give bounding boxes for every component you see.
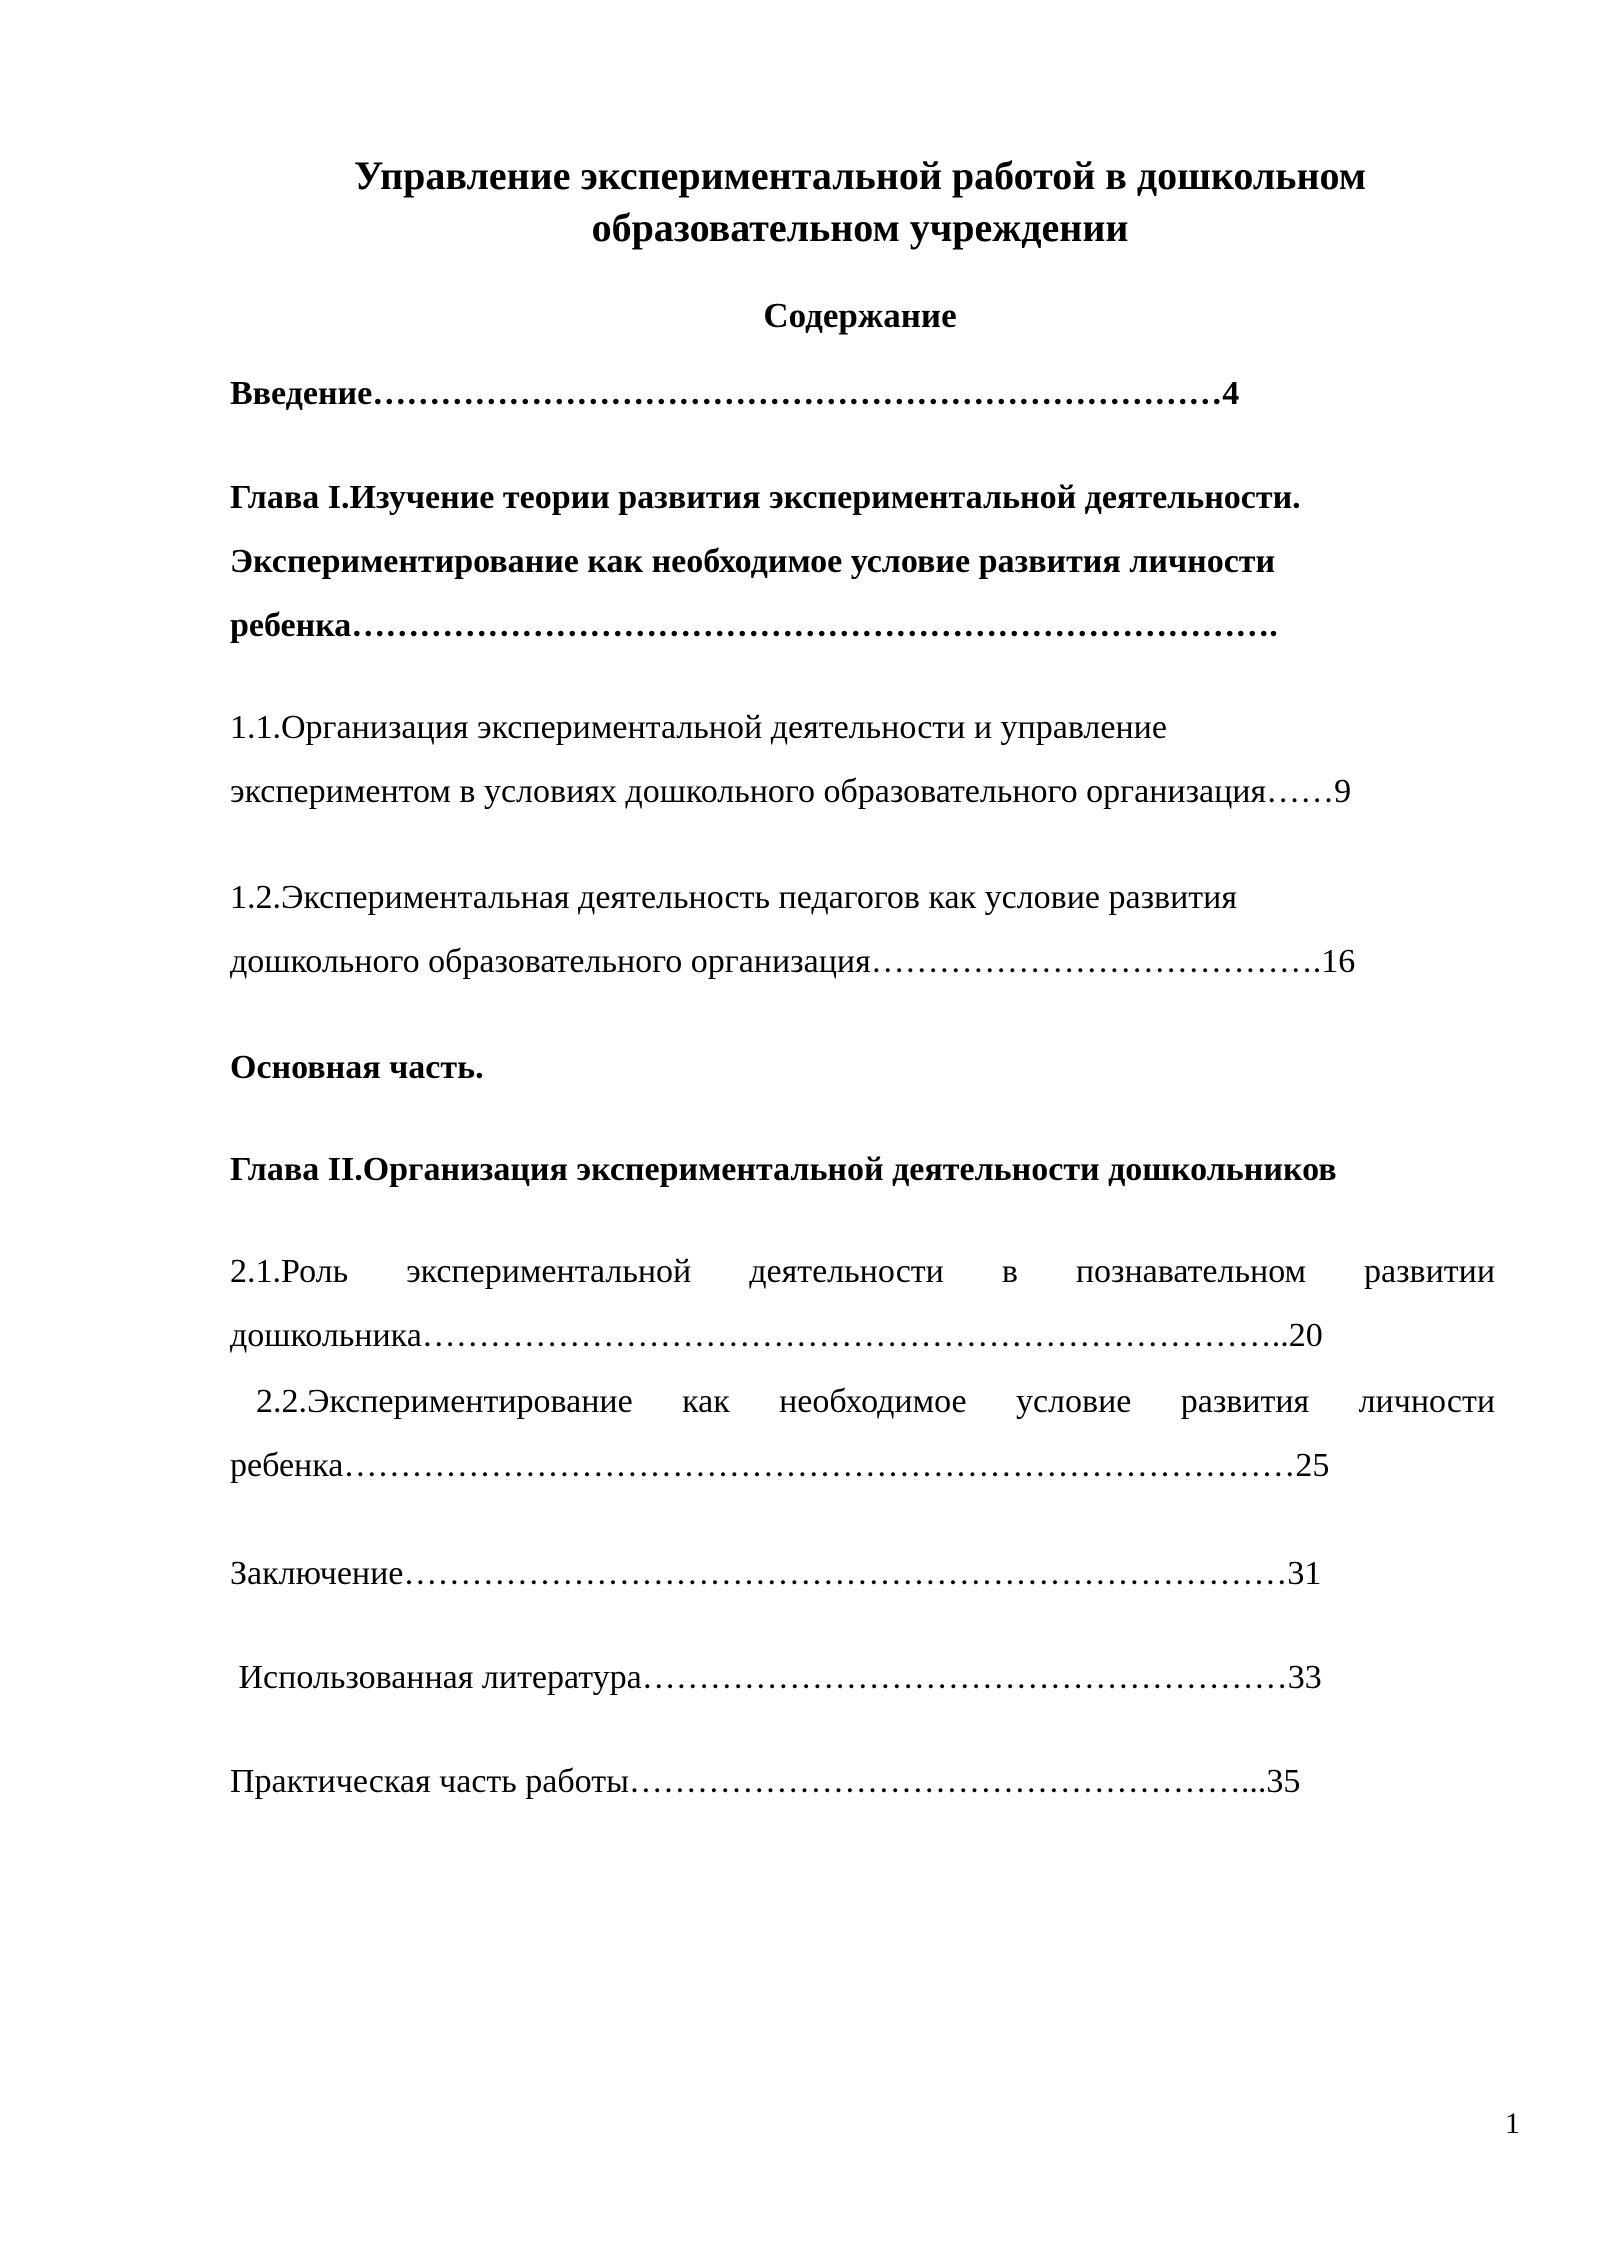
section-2-2-word: условие xyxy=(1015,1383,1132,1420)
section-2-1-word: в xyxy=(1001,1253,1018,1290)
chapter-1-line-3: ребенка………………………………………………………………………. xyxy=(230,607,1278,644)
section-1-1-line-1: 1.1.Организация экспериментальной деятельности и управление xyxy=(230,709,1167,746)
document-title xyxy=(300,150,1420,254)
section-1-1-line-2: экспериментом в условиях дошкольного образовательного организация……9 xyxy=(230,773,1352,810)
toc-entry-introduction: Введение…………………………………………………………………4 xyxy=(230,375,1240,412)
section-2-2-line-1 xyxy=(256,1370,1495,1434)
page-number: 1 xyxy=(1505,2107,1520,2140)
section-1-2-line-2: дошкольного образовательного организация………………………………….16 xyxy=(230,943,1356,980)
section-2-2-word: как xyxy=(682,1383,730,1420)
section-2-1-line-1 xyxy=(230,1240,1495,1304)
section-2-1-word: 2.1.Роль xyxy=(230,1253,349,1290)
toc-entry-practical-part: Практическая часть работы………………………………………………...35 xyxy=(230,1763,1301,1800)
section-2-2-word: развития xyxy=(1180,1383,1310,1420)
toc-entry-section-2-1 xyxy=(230,1240,1495,1368)
toc-entry-chapter-1 xyxy=(230,466,1495,658)
section-2-2-word: необходимое xyxy=(779,1383,967,1420)
section-2-1-word: экспериментальной xyxy=(406,1253,692,1290)
toc-entry-conclusion: Заключение……………………………………………………………………31 xyxy=(230,1555,1322,1592)
section-2-1-word: познавательном xyxy=(1075,1253,1307,1290)
section-2-2-line-2: ребенка…………………………………………………………………………25 xyxy=(230,1447,1330,1484)
title-line-2: образовательном учреждении xyxy=(591,205,1129,250)
chapter-1-line-1: Глава I.Изучение теории развития экспериментальной деятельности. xyxy=(230,479,1301,516)
toc-entry-literature: Использованная литература…………………………………………………33 xyxy=(230,1659,1322,1696)
section-2-2-word: личности xyxy=(1358,1383,1496,1420)
toc-entry-section-2-2 xyxy=(256,1370,1495,1434)
section-2-1-word: деятельности xyxy=(749,1253,944,1290)
toc-entry-section-1-1 xyxy=(230,696,1495,824)
section-1-2-line-1: 1.2.Экспериментальная деятельность педагогов как условие развития xyxy=(230,879,1237,916)
toc-entry-chapter-2: Глава II.Организация экспериментальной деятельности дошкольников xyxy=(230,1151,1337,1188)
toc-heading: Содержание xyxy=(763,296,957,335)
title-line-1: Управление экспериментальной работой в дошкольном xyxy=(354,153,1366,198)
chapter-1-line-2: Экспериментирование как необходимое условие развития личности xyxy=(230,543,1276,580)
toc-entry-main-part: Основная часть. xyxy=(230,1049,484,1086)
section-2-1-word: развитии xyxy=(1364,1253,1496,1290)
toc-entry-section-1-2 xyxy=(230,866,1495,994)
section-2-1-line-2: дошкольника…………………………………………………………………..20 xyxy=(230,1317,1323,1354)
section-2-2-word: 2.2.Экспериментирование xyxy=(256,1383,633,1420)
